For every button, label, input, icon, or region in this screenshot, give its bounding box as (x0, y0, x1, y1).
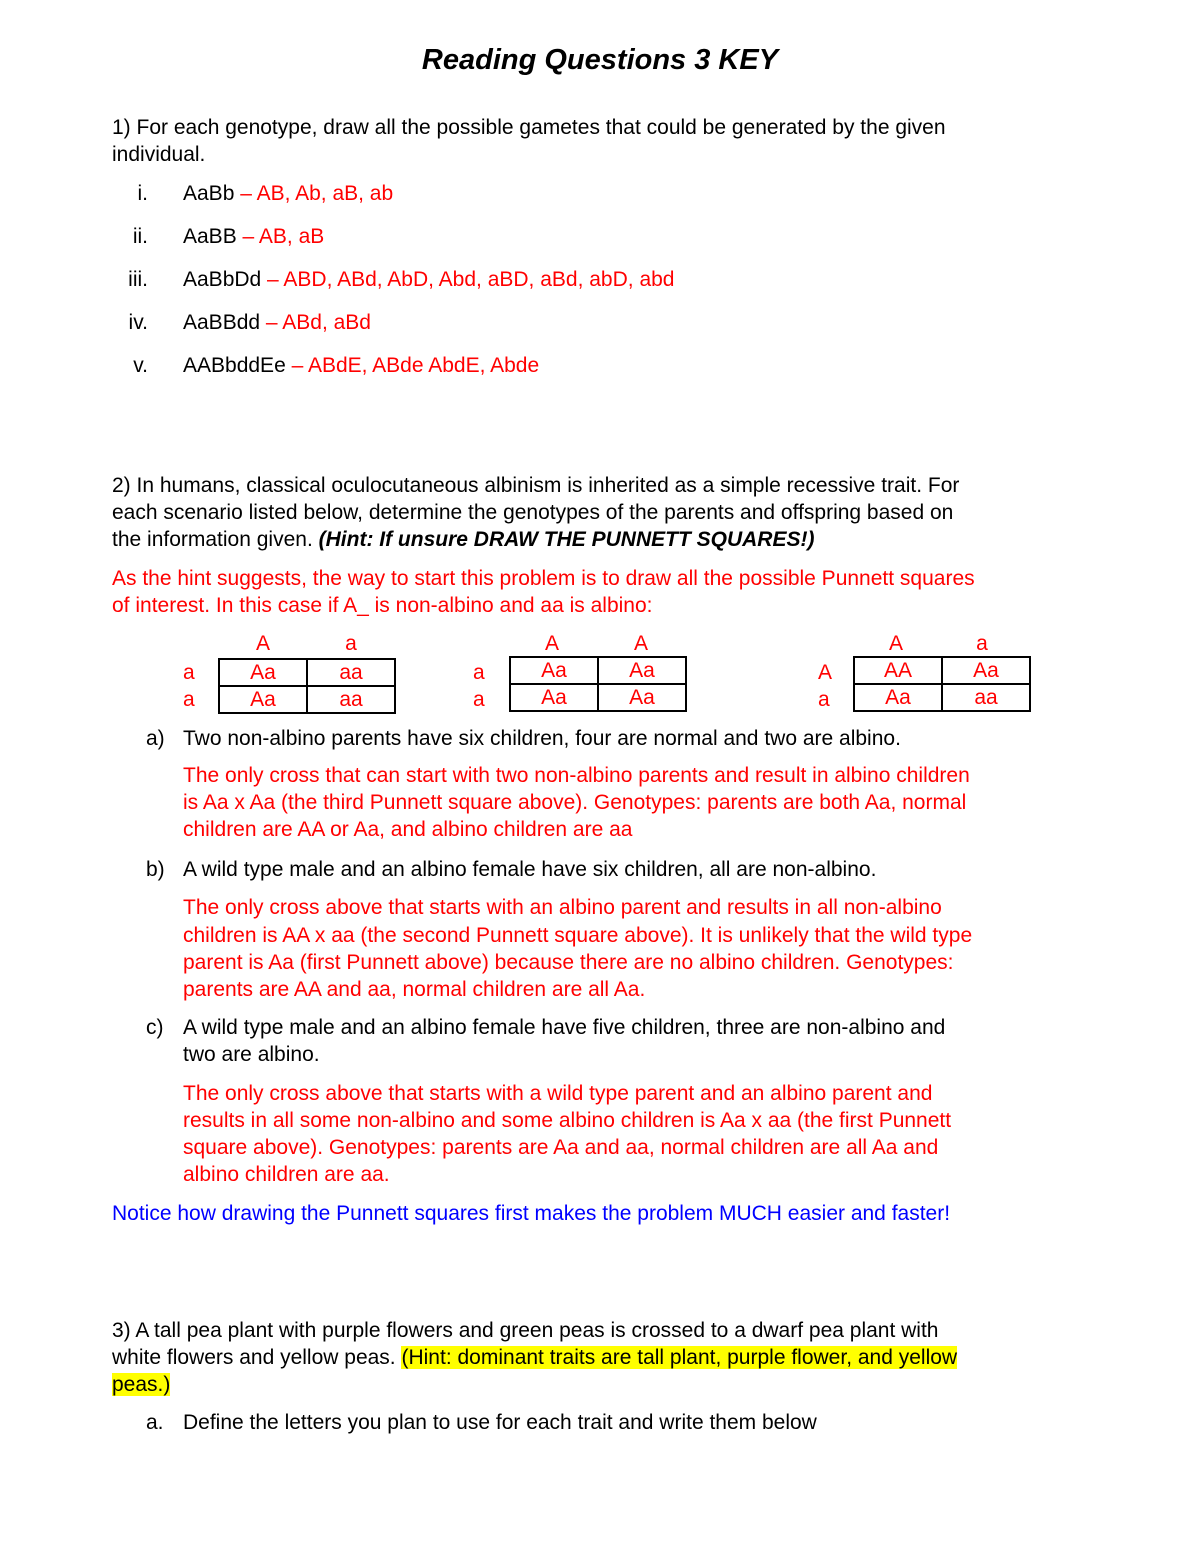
q1-prompt-line2: individual. (112, 143, 206, 166)
q2c-question-line2: two are albino. (183, 1043, 320, 1066)
q2b-label: b) (146, 858, 165, 881)
q1-item-number: ii. (132, 225, 148, 248)
q2-line1: 2) In humans, classical oculocutaneous albinism is inherited as a simple recessive trait. For (112, 474, 960, 497)
q1-item-answer: – ABdE, ABde AbdE, Abde (285, 354, 540, 377)
punnett-side-allele: a (183, 688, 195, 711)
q1-item-genotype: AaBB (183, 225, 237, 248)
q2-intro-line1: As the hint suggests, the way to start this problem is to draw all the possible Punnett squares (112, 567, 975, 590)
q2a-answer-line2: is Aa x Aa (the third Punnett square above). Genotypes: parents are both Aa, normal (183, 791, 967, 814)
punnett-side-allele: A (818, 661, 833, 684)
punnett-side-allele: a (818, 688, 830, 711)
punnett-grid (853, 656, 1031, 712)
punnett-side-allele: a (473, 661, 485, 684)
punnett-top-allele: A (633, 632, 648, 655)
q1-item-answer: – ABD, ABd, AbD, Abd, aBD, aBd, abD, abd (261, 268, 675, 291)
q1-prompt-line1: 1) For each genotype, draw all the possible gametes that could be generated by the given (112, 116, 946, 139)
punnett-top-allele: A (544, 632, 559, 655)
q3-hint: (Hint: dominant traits are tall plant, purple flower, and yellow (401, 1346, 958, 1369)
q2a-label: a) (146, 727, 165, 750)
q2-hint: (Hint: If unsure DRAW THE PUNNETT SQUARES!) (318, 528, 815, 551)
q1-item-genotype: AABbddEe (183, 354, 286, 377)
q2a-answer-line3: children are AA or Aa, and albino children are aa (183, 818, 633, 841)
q1-item-number: iv. (128, 311, 148, 334)
q2a-question: Two non-albino parents have six children, four are normal and two are albino. (183, 727, 901, 750)
punnett-cell: Aa (219, 686, 307, 713)
punnett-cell: AA (854, 657, 942, 684)
q1-item-genotype: AaBb (183, 182, 235, 205)
q3-hint-cont: peas.) (112, 1373, 171, 1396)
q2-line3: the information given. (112, 528, 319, 551)
q1-item-number: v. (133, 354, 148, 377)
q3-line1: 3) A tall pea plant with purple flowers and green peas is crossed to a dwarf pea plant with (112, 1319, 939, 1342)
q2a-answer-line1: The only cross that can start with two non-albino parents and result in albino children (183, 764, 970, 787)
q2-intro-line2: of interest. In this case if A_ is non-albino and aa is albino: (112, 594, 653, 617)
punnett-cell: Aa (598, 684, 686, 711)
punnett-cell: Aa (219, 659, 307, 686)
q1-item-answer: – AB, aB (236, 225, 325, 248)
q3a-text: Define the letters you plan to use for each trait and write them below (183, 1411, 817, 1434)
q2c-answer-line2: results in all some non-albino and some albino children is Aa x aa (the first Punnett (183, 1109, 952, 1132)
punnett-cell: aa (942, 684, 1030, 711)
q2c-question-line1: A wild type male and an albino female have five children, three are non-albino and (183, 1016, 946, 1039)
punnett-top-allele: A (888, 632, 903, 655)
page-title: Reading Questions 3 KEY (421, 44, 779, 76)
q2c-answer-line4: albino children are aa. (183, 1163, 390, 1186)
q1-item-genotype: AaBbDd (183, 268, 262, 291)
q3a-label: a. (146, 1411, 164, 1434)
q2b-answer-line4: parents are AA and aa, normal children are all Aa. (183, 978, 646, 1001)
punnett-grid (509, 656, 687, 712)
punnett-cell: Aa (510, 657, 598, 684)
punnett-top-allele: a (976, 632, 988, 655)
q1-item-answer: – ABd, aBd (260, 311, 371, 334)
punnett-side-allele: a (183, 661, 195, 684)
q2-line2: each scenario listed below, determine the genotypes of the parents and offspring based on (112, 501, 954, 524)
punnett-cell: Aa (598, 657, 686, 684)
q2c-answer-line1: The only cross above that starts with a wild type parent and an albino parent and (183, 1082, 933, 1105)
q1-item-genotype: AaBBdd (183, 311, 261, 334)
notice-text: Notice how drawing the Punnett squares first makes the problem MUCH easier and faster! (112, 1202, 951, 1225)
q2c-label: c) (146, 1016, 164, 1039)
punnett-cell: Aa (510, 684, 598, 711)
q2b-answer-line3: parent is Aa (first Punnett above) because there are no albino children. Genotypes: (183, 951, 954, 974)
q1-item-answer: – AB, Ab, aB, ab (234, 182, 394, 205)
q2c-answer-line3: square above). Genotypes: parents are Aa and aa, normal children are all Aa and (183, 1136, 939, 1159)
punnett-cell: Aa (854, 684, 942, 711)
q3-line2: white flowers and yellow peas. (112, 1346, 402, 1369)
punnett-cell: aa (307, 686, 395, 713)
punnett-cell: aa (307, 659, 395, 686)
q1-item-number: i. (137, 182, 148, 205)
q1-item-number: iii. (128, 268, 148, 291)
punnett-side-allele: a (473, 688, 485, 711)
punnett-top-allele: A (255, 632, 270, 655)
q2b-answer-line2: children is AA x aa (the second Punnett square above). It is unlikely that the wild type (183, 924, 973, 947)
punnett-top-allele: a (345, 632, 357, 655)
q2b-question: A wild type male and an albino female have six children, all are non-albino. (183, 858, 877, 881)
punnett-grid (218, 658, 396, 714)
punnett-cell: Aa (942, 657, 1030, 684)
q2b-answer-line1: The only cross above that starts with an albino parent and results in all non-albino (183, 896, 942, 919)
